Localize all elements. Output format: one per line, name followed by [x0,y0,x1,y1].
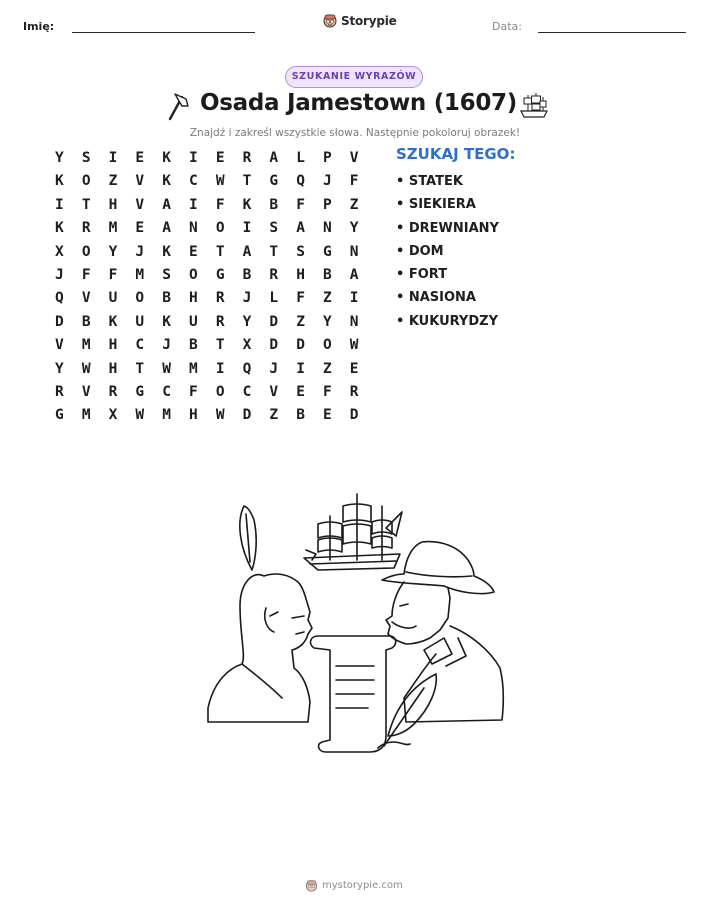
grid-letter[interactable]: A [296,220,305,237]
date-label: Data: [492,20,522,33]
grid-letter[interactable]: D [55,313,64,330]
grid-letter[interactable]: Y [55,150,64,166]
brand-logo [323,13,397,28]
grid-letter[interactable]: B [323,266,332,283]
word-list-title: SZUKAJ TEGO: [396,145,516,163]
grid-letter[interactable]: V [81,290,91,307]
grid-letter[interactable]: M [189,360,198,377]
grid-letter[interactable]: Z [296,313,305,330]
grid-letter[interactable]: O [135,290,145,307]
grid-letter[interactable]: W [215,173,225,190]
activity-badge: SZUKANIE WYRAZÓW [285,66,423,88]
grid-letter[interactable]: D [296,337,305,354]
grid-letter[interactable]: F [189,383,198,400]
grid-letter[interactable]: N [349,243,359,260]
grid-letter[interactable]: O [215,383,225,400]
grid-letter[interactable]: I [215,360,225,377]
word-list-item: • STATEK [396,174,463,189]
grid-letter[interactable]: B [189,337,198,354]
grid-letter[interactable]: C [242,383,252,400]
grid-letter[interactable]: V [55,337,64,354]
grid-letter[interactable]: Z [323,360,332,377]
grid-letter[interactable]: T [242,173,252,190]
page-header [0,0,709,44]
grid-letter[interactable]: J [269,360,279,377]
grid-letter[interactable]: E [135,220,145,237]
word-list-item: • NASIONA [396,290,476,306]
grid-letter[interactable]: F [81,266,91,283]
grid-letter[interactable]: P [323,196,332,213]
grid-letter[interactable]: R [215,313,225,330]
grid-letter[interactable]: F [296,290,305,307]
grid-letter[interactable]: Z [349,196,359,213]
grid-letter[interactable]: M [135,266,145,283]
grid-letter[interactable]: G [135,383,145,400]
grid-letter[interactable]: I [296,360,305,377]
grid-letter[interactable]: A [349,266,359,283]
grid-letter[interactable]: M [81,407,91,424]
grid-letter[interactable]: H [108,360,118,377]
grid-letter[interactable]: K [162,173,171,190]
grid-letter[interactable]: V [81,383,91,400]
grid-letter[interactable]: U [108,290,118,307]
grid-letter[interactable]: R [108,383,118,400]
grid-letter[interactable]: E [296,383,305,400]
grid-letter[interactable]: Y [242,313,252,330]
grid-letter[interactable]: R [349,383,359,400]
grid-letter[interactable]: D [269,313,279,330]
sailing-ship-icon [518,90,550,122]
grid-letter[interactable]: M [108,220,118,237]
name-label: Imię: [23,20,55,33]
grid-letter[interactable]: I [55,196,64,213]
grid-letter[interactable]: W [215,407,225,424]
grid-letter[interactable]: Y [55,360,64,377]
grid-letter[interactable]: B [296,407,305,424]
ship-drawing [304,494,402,570]
grid-letter[interactable]: E [215,150,225,166]
grid-letter[interactable]: I [189,196,198,213]
grid-letter[interactable]: F [323,383,332,400]
grid-letter[interactable]: O [323,337,332,354]
word-list-item: • DREWNIANY [396,220,499,236]
instructions: Znajdź i zakreśl wszystkie słowa. Następnie pokoloruj obrazek! [189,127,521,139]
grid-letter[interactable]: Q [242,360,252,377]
grid-letter[interactable]: O [189,266,198,283]
grid-letter[interactable]: R [215,290,225,307]
grid-letter[interactable]: A [162,196,171,213]
storypie-logo-icon [305,879,318,892]
grid-letter[interactable]: F [215,196,225,213]
grid-letter[interactable]: O [215,220,225,237]
grid-letter[interactable]: S [269,220,279,237]
grid-letter[interactable]: D [269,337,279,354]
grid-letter[interactable]: B [81,313,91,330]
grid-letter[interactable]: H [189,290,198,307]
grid-letter[interactable]: C [189,173,198,190]
grid-letter[interactable]: H [296,266,305,283]
colonist-figure [382,542,503,722]
grid-letter[interactable]: W [162,360,171,377]
grid-letter[interactable]: T [215,337,225,354]
grid-letter[interactable]: T [135,360,145,377]
grid-letter[interactable]: Y [349,220,359,237]
grid-letter[interactable]: Y [323,313,332,330]
word-list-item: • KUKURYDZY [396,313,498,329]
grid-letter[interactable]: T [215,243,225,260]
grid-letter[interactable]: Z [269,407,279,424]
grid-letter[interactable]: V [135,173,145,190]
brand-name: Storypie [341,13,397,28]
scroll-drawing [311,636,396,752]
grid-letter[interactable]: M [162,407,171,424]
grid-letter[interactable]: F [349,173,359,190]
grid-letter[interactable]: G [55,407,64,424]
name-line[interactable] [72,32,255,33]
grid-letter[interactable]: K [55,173,64,190]
grid-letter[interactable]: I [242,220,252,237]
grid-letter[interactable]: P [323,150,332,166]
grid-letter[interactable]: C [135,337,145,354]
grid-letter[interactable]: K [162,313,171,330]
grid-letter[interactable]: W [81,360,91,377]
grid-letter[interactable]: N [323,220,332,237]
grid-letter[interactable]: B [162,290,171,307]
axe-icon [160,90,192,122]
grid-letter[interactable]: R [269,266,279,283]
grid-letter[interactable]: J [55,266,64,283]
grid-letter[interactable]: X [242,337,252,354]
word-list-item: • SIEKIERA [396,197,476,213]
grid-letter[interactable]: N [349,313,359,330]
grid-letter[interactable]: Z [108,173,118,190]
grid-letter[interactable]: J [242,290,252,307]
grid-letter[interactable]: X [55,243,64,260]
grid-letter[interactable]: W [349,337,359,354]
grid-letter[interactable]: G [215,266,225,283]
grid-letter[interactable]: F [296,196,305,213]
footer-url[interactable]: mystorypie.com [322,880,403,891]
grid-letter[interactable]: N [189,220,198,237]
grid-letter[interactable]: K [162,243,171,260]
grid-letter[interactable]: U [135,313,145,330]
grid-letter[interactable]: V [349,150,359,166]
storypie-logo-icon [323,13,337,28]
grid-letter[interactable]: W [135,407,145,424]
grid-letter[interactable]: Q [55,290,64,307]
grid-letter[interactable]: J [135,243,145,260]
grid-letter[interactable]: S [162,266,171,283]
grid-letter[interactable]: S [296,243,305,260]
grid-letter[interactable]: J [323,173,332,190]
grid-letter[interactable]: H [108,196,118,213]
grid-letter[interactable]: I [108,150,118,166]
grid-letter[interactable]: H [189,407,198,424]
grid-letter[interactable]: E [323,407,332,424]
grid-letter[interactable]: X [108,407,118,424]
grid-letter[interactable]: L [296,150,305,166]
footer [305,879,403,892]
grid-letter[interactable]: M [81,337,91,354]
grid-letter[interactable]: T [81,196,91,213]
date-line[interactable] [538,32,686,33]
grid-letter[interactable]: B [269,196,279,213]
grid-letter[interactable]: A [269,150,279,166]
colonist-and-native-illustration [200,488,510,763]
grid-letter[interactable]: G [323,243,332,260]
grid-letter[interactable]: K [108,313,118,330]
grid-letter[interactable]: H [108,337,118,354]
grid-letter[interactable]: F [108,266,118,283]
grid-letter[interactable]: O [81,243,91,260]
grid-letter[interactable]: K [242,196,252,213]
word-search-grid[interactable] [46,147,368,428]
grid-letter[interactable]: J [162,337,171,354]
grid-letter[interactable]: R [55,383,64,400]
grid-letter[interactable]: Y [108,243,118,260]
grid-letter[interactable]: R [81,220,91,237]
grid-letter[interactable]: D [349,407,359,424]
grid-letter[interactable]: U [189,313,198,330]
grid-letter[interactable]: G [269,173,279,190]
grid-letter[interactable]: E [189,243,198,260]
grid-letter[interactable]: S [81,150,91,166]
page-title: Osada Jamestown (1607) [200,90,517,116]
word-list-item: • FORT [396,267,448,283]
grid-letter[interactable]: C [162,383,171,400]
grid-letter[interactable]: A [242,243,252,260]
grid-letter[interactable]: E [135,150,145,166]
grid-letter[interactable]: O [81,173,91,190]
grid-letter[interactable]: K [55,220,64,237]
grid-letter[interactable]: K [162,150,171,166]
grid-letter[interactable]: I [189,150,198,166]
grid-letter[interactable]: E [349,360,359,377]
grid-letter[interactable]: D [242,407,252,424]
grid-letter[interactable]: Z [323,290,332,307]
grid-letter[interactable]: I [349,290,359,307]
grid-letter[interactable]: V [269,383,279,400]
grid-letter[interactable]: R [242,150,252,166]
grid-letter[interactable]: L [269,290,279,307]
word-list [396,170,499,333]
grid-letter[interactable]: B [242,266,252,283]
grid-letter[interactable]: A [162,220,171,237]
grid-letter[interactable]: V [135,196,145,213]
grid-letter[interactable]: Q [296,173,305,190]
grid-letter[interactable]: T [269,243,279,260]
native-figure [208,506,312,722]
word-list-item: • DOM [396,243,444,259]
